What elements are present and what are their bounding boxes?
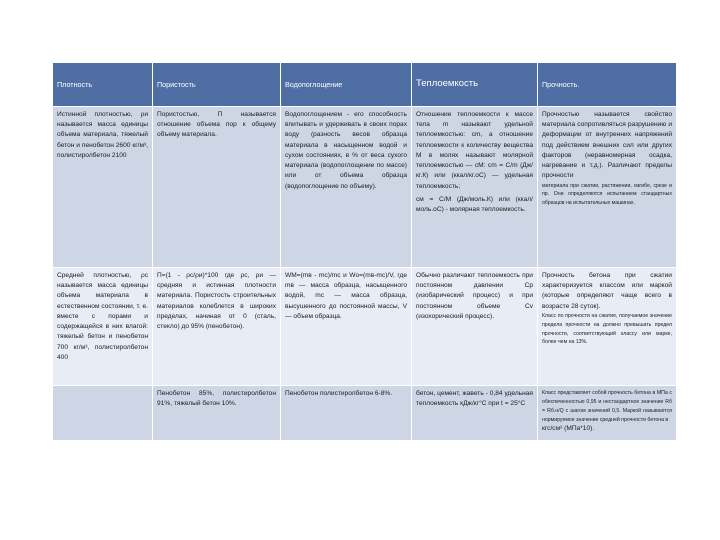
header-strength: Прочность.	[538, 63, 677, 107]
header-water-absorption: Водопоглощение	[281, 63, 412, 107]
properties-table	[53, 63, 677, 441]
header-porosity: Пористость	[153, 63, 281, 107]
row2-heat-capacity: Обычно различают теплоемкость при постоянном давлении Ср (изобарический процесс) и при постоянном объеме Cv (изохорический процесс).	[412, 268, 538, 386]
row3-heat-capacity: бетон, цемент, жаветь - 0,84 удельная теплоемкость кДж/кг°С при t = 25°С	[412, 386, 538, 441]
row1-porosity: Пористостью, П называется отношение объема пор к общему объему материала.	[153, 107, 281, 268]
header-density: Плотность	[53, 63, 153, 107]
row3-strength	[538, 386, 677, 441]
row2-density: Средней плотностью, ρс называется масса единицы объема материала в естественном состоянии, т. е. вместе с порами и содержащейся в них влагой: тяжелый бетон и пенобетон 700 кг/м³, полистиролбетон 400	[53, 268, 153, 386]
row2-water-absorption: WМ=(mв - mс)/mс и Wо=(mв-mс)/V, где mв — масса образца, насыщенного водой, mс — масса образца, высушенного до постоянной массы, V — объем образца.	[281, 268, 412, 386]
row2-strength	[538, 268, 677, 386]
strength-class-text: Прочность бетона при сжатии характеризуется классом или маркой (которые определяют чаще всего в возрасте 28 суток).	[542, 272, 672, 310]
row2-porosity: П=(1 - ρс/ρи)*100 где ρс, ρи — средняя и истинная плотности материала. Пористость строительных материалов колеблется в широких пределах, начиная от 0 (сталь, стекло) до 95% (пенобетон).	[153, 268, 281, 386]
row3-water-absorption: Пенобетон полистиролбетон 6-8%.	[281, 386, 412, 441]
row1-strength	[538, 107, 677, 268]
concrete-mark-units: кгс/см² (МПа*10).	[542, 425, 595, 433]
row1-heat-capacity	[412, 107, 538, 268]
concrete-class-note: Класс представляет собой прочность бетона в МПа с обеспеченностью 0,95 и нестандартное значение Rб = Rб.н/Q с шагом значений 0,5. Маркой называются нормируемое значение средней прочности бетона в	[542, 390, 672, 423]
row3-density	[53, 386, 153, 441]
strength-class-note: Класс по прочности на сжатие, получаемое значение предела прочности на должно превышать предел прочности, соответствующий классу или марке, более чем на 13%.	[542, 312, 672, 346]
strength-definition: Прочностью называется свойство материала сопротивляться разрушению и деформации от внутренних напряжений под действием внешних сил или других факторов (неравномерная осадка, нагревание и т.д.). Различают пределы прочности	[542, 111, 672, 180]
row3-porosity: Пенобетон 85%, полистиролбетон 91%, тяжелый бетон 10%.	[153, 386, 281, 441]
heat-capacity-definition: Отношение теплоемкости к массе тела m называют удельной теплоемкостью: cm, а отношение теплоемкости к количеству вещества M в молях называют молярной теплоемкостью — cM: cm = C/m (Дж/кг.К) или (ккал/кг.оС) — удельная теплоемкость;	[416, 111, 533, 190]
header-heat-capacity: Теплоемкость	[412, 63, 538, 107]
strength-testing-note: материала при сжатии, растяжении, изгибе, срезе и пр. Они определяются испытанием стандартных образцов на испытательных машинах.	[542, 182, 672, 207]
row1-water-absorption: Водопоглощением - его способность впитывать и удерживать в своих порах воду (разность весов образца материала в насыщенном водой и сухом состояниях, в % от веса сухого материала (водопоглощение по массе) или от объема образца (водопоглощение по объему).	[281, 107, 412, 268]
row1-density: Истинной плотностью, ρи называется масса единицы объема материала, тяжелый бетон и пенобетон 2600 кг/м³, полистиролбетон 2100	[53, 107, 153, 268]
molar-heat-capacity: cм = C/M (Дж/моль.К) или (ккал/моль.оС) - молярная теплоемкость.	[416, 195, 533, 213]
